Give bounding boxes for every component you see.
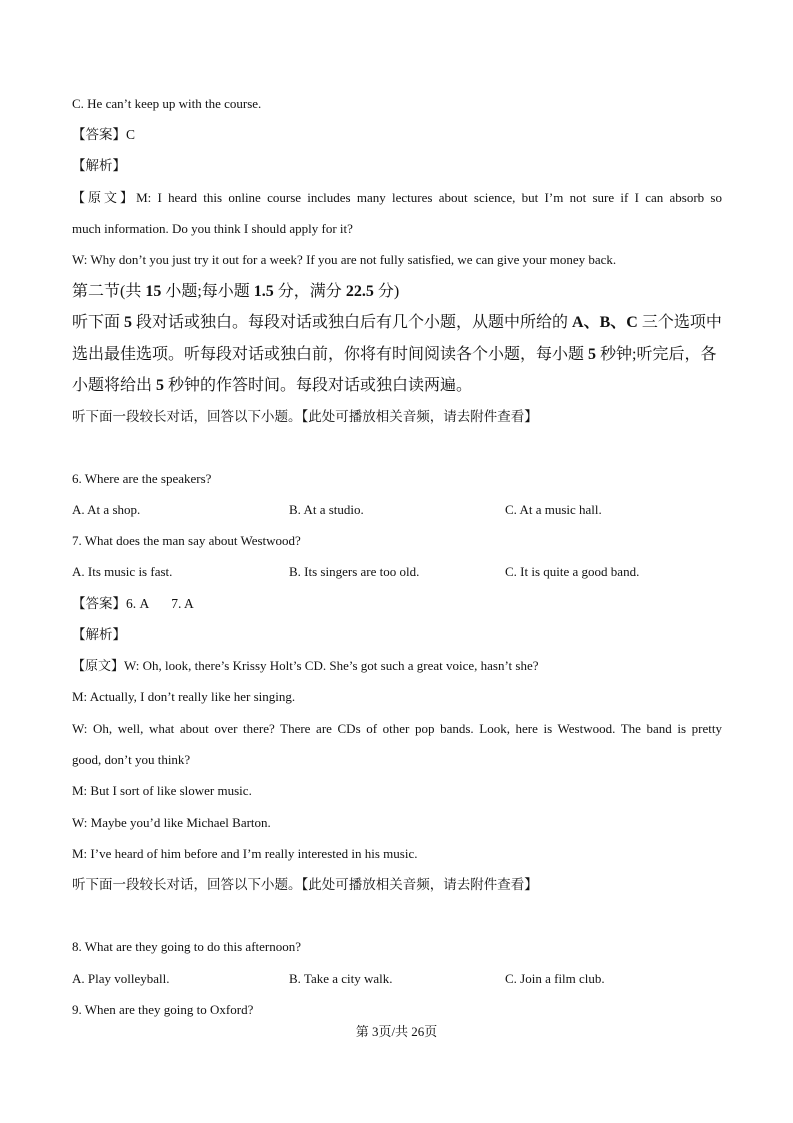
answer-line-2 bbox=[72, 595, 194, 613]
original-text-2-line-6: W: Maybe you’d like Michael Barton. bbox=[72, 815, 271, 830]
section-2-heading bbox=[72, 281, 399, 303]
question-6-option-a: A. At a shop. bbox=[72, 502, 141, 517]
instruction-text: 选出最佳选项。听每段对话或独白前，你将有时间阅读各个小题，每小题 bbox=[72, 346, 589, 363]
instruction-number: 5 bbox=[588, 346, 597, 363]
listening-note-1: 听下面一段较长对话，回答以下小题。【此处可播放相关音频，请去附件查看】 bbox=[72, 409, 538, 424]
instruction-text: 听下面 bbox=[72, 314, 125, 331]
analysis-label-1: 【解析】 bbox=[72, 158, 126, 173]
original-text-2-line-7: M: I’ve heard of him before and I’m really interested in his music. bbox=[72, 846, 418, 861]
original-text-1-line-2: much information. Do you think I should apply for it? bbox=[72, 221, 353, 236]
original-text-1-line-3: W: Why don’t you just try it out for a week? If you are not fully satisfied, we can give your money back. bbox=[72, 252, 617, 267]
answer-value: C bbox=[126, 127, 136, 142]
question-7: 7. What does the man say about Westwood? bbox=[72, 533, 301, 548]
original-label: 【原文】 bbox=[72, 190, 137, 205]
instruction-text: 三个选项中 bbox=[637, 314, 722, 331]
original-label: 【原文】 bbox=[72, 658, 125, 673]
original-text: M: I heard this online course includes many lectures about science, but I’m not sure if I can absorb so bbox=[136, 190, 722, 205]
instruction-line-2 bbox=[72, 344, 716, 366]
section-text: 分) bbox=[373, 283, 400, 300]
question-7-option-a: A. Its music is fast. bbox=[72, 564, 173, 579]
instruction-text: 小题将给出 bbox=[72, 377, 157, 394]
instruction-text: 秒钟的作答时间。每段对话或独白读两遍。 bbox=[164, 377, 473, 394]
answer-line-1 bbox=[72, 126, 135, 144]
original-text-1-line-1 bbox=[72, 189, 722, 207]
answer-value: 6. A bbox=[126, 596, 150, 611]
page-footer: 第 3页/共 26页 bbox=[355, 1024, 438, 1039]
original-text-2-line-4: good, don’t you think? bbox=[72, 752, 191, 767]
original-text: W: Oh, look, there’s Krissy Holt’s CD. She’s got such a great voice, hasn’t she? bbox=[124, 658, 539, 673]
prev-option-c: C. He can’t keep up with the course. bbox=[72, 96, 262, 111]
original-text-2-line-2: M: Actually, I don’t really like her singing. bbox=[72, 689, 296, 704]
question-7-option-b: B. Its singers are too old. bbox=[289, 564, 420, 579]
question-6-option-c: C. At a music hall. bbox=[505, 502, 602, 517]
question-7-option-c: C. It is quite a good band. bbox=[505, 564, 640, 579]
instruction-options: A、B、C bbox=[572, 314, 638, 331]
question-9: 9. When are they going to Oxford? bbox=[72, 1002, 254, 1017]
section-number: 22.5 bbox=[345, 283, 374, 300]
instruction-text: 段对话或独白。每段对话或独白后有几个小题，从题中所给的 bbox=[132, 314, 573, 331]
instruction-line-3 bbox=[72, 375, 472, 397]
question-6: 6. Where are the speakers? bbox=[72, 471, 212, 486]
section-number: 15 bbox=[145, 283, 162, 300]
original-text-2-line-5: M: But I sort of like slower music. bbox=[72, 783, 252, 798]
original-text-2-line-3: W: Oh, well, what about over there? There are CDs of other pop bands. Look, here is Westwood. The band is pretty bbox=[72, 721, 722, 736]
section-number: 1.5 bbox=[253, 283, 274, 300]
question-8: 8. What are they going to do this afternoon? bbox=[72, 939, 302, 954]
question-8-option-c: C. Join a film club. bbox=[505, 971, 605, 986]
section-text: 第二节(共 bbox=[72, 283, 146, 300]
question-6-option-b: B. At a studio. bbox=[289, 502, 364, 517]
section-text: 小题;每小题 bbox=[161, 283, 254, 300]
section-text: 分，满分 bbox=[273, 283, 346, 300]
original-text-2-line-1 bbox=[72, 657, 539, 675]
listening-note-2: 听下面一段较长对话，回答以下小题。【此处可播放相关音频，请去附件查看】 bbox=[72, 877, 538, 892]
analysis-label-2: 【解析】 bbox=[72, 627, 126, 642]
answer-label: 【答案】 bbox=[72, 127, 126, 142]
instruction-number: 5 bbox=[156, 377, 165, 394]
question-8-option-a: A. Play volleyball. bbox=[72, 971, 170, 986]
answer-label: 【答案】 bbox=[72, 596, 126, 611]
question-8-option-b: B. Take a city walk. bbox=[289, 971, 393, 986]
instruction-line-1 bbox=[72, 312, 722, 334]
answer-value: 7. A bbox=[171, 596, 194, 611]
instruction-text: 秒钟;听完后，各 bbox=[596, 346, 717, 363]
instruction-number: 5 bbox=[124, 314, 133, 331]
